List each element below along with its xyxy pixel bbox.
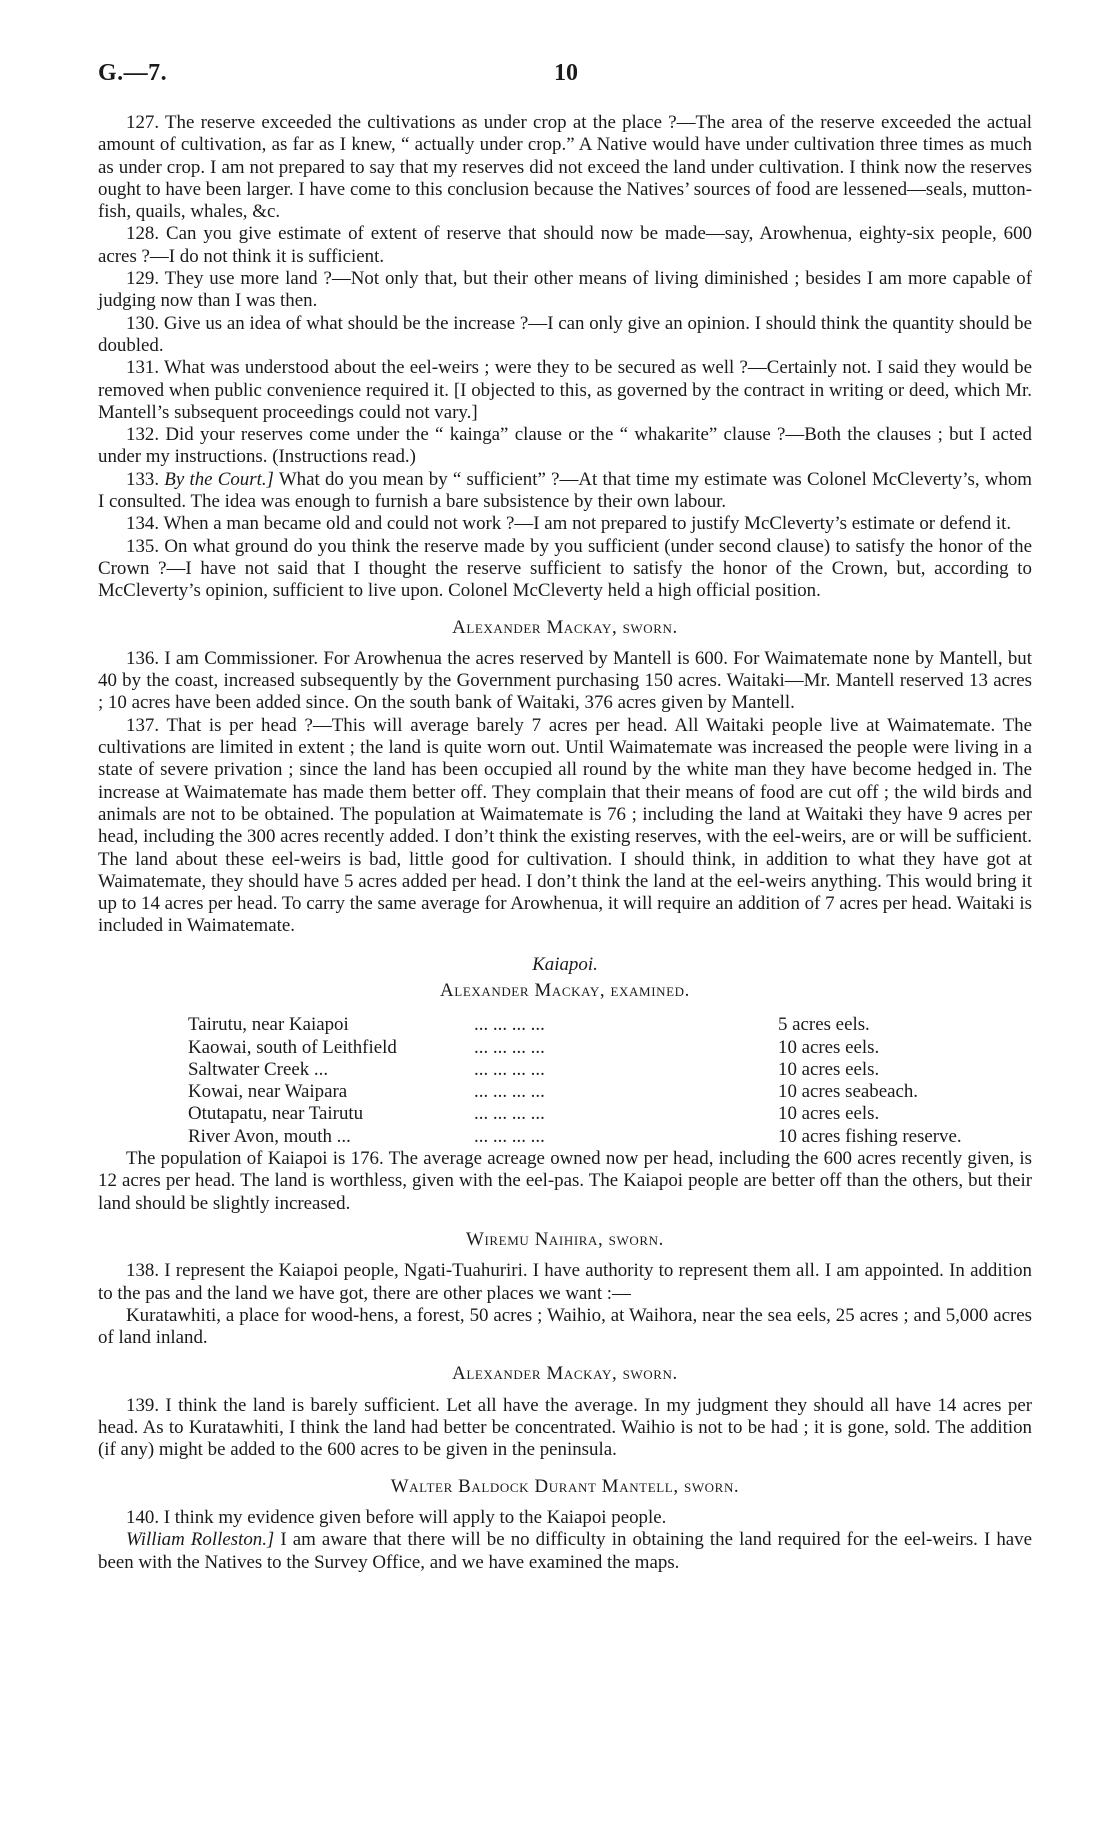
speaker-label: William Rolleston.] bbox=[126, 1529, 275, 1551]
witness-heading-mackay-examined: Alexander Mackay, examined. bbox=[440, 979, 690, 1001]
document-reference: G.—7. bbox=[98, 60, 168, 86]
site-acreage: 10 acres fishing reserve. bbox=[778, 1125, 962, 1147]
table-row bbox=[188, 1059, 962, 1081]
leader-dots: ... ... ... ... bbox=[474, 1125, 545, 1147]
question-number: 133. bbox=[126, 468, 160, 490]
table-row bbox=[188, 1103, 962, 1125]
paragraph-129: 129. They use more land ?—Not only that, but their other means of living diminished ; besides I am more capable of judging now than I was then. bbox=[98, 268, 1032, 312]
table-row bbox=[188, 1126, 962, 1148]
witness-heading-mackay-2: Alexander Mackay, sworn. bbox=[452, 1363, 678, 1385]
paragraph-130: 130. Give us an idea of what should be the increase ?—I can only give an opinion. I should think the quantity should be doubled. bbox=[98, 312, 1032, 356]
site-name: Otutapatu, near Tairutu bbox=[188, 1103, 364, 1125]
witness-heading-naihira: Wiremu Naihira, sworn. bbox=[466, 1228, 664, 1250]
paragraph-139: 139. I think the land is barely sufficient. Let all have the average. In my judgment they should all have 14 acres per head. As to Kuratawhiti, I think the land had better be concentrated. Waihio is not to be had ; it is gone, sold. The addition (if any) might be added to the 600 acres to be given in the peninsula. bbox=[98, 1394, 1032, 1461]
site-acreage: 10 acres eels. bbox=[778, 1103, 880, 1125]
section-title-kaiapoi: Kaiapoi. bbox=[532, 953, 598, 975]
site-name: Tairutu, near Kaiapoi bbox=[188, 1014, 349, 1036]
table-row bbox=[188, 1081, 962, 1103]
paragraph-135: 135. On what ground do you think the reserve made by you sufficient (under second clause) to satisfy the honor of the Crown ?—I have not said that I thought the reserve sufficient to satisfy the honor of the Crown, but, according to McCleverty’s opinion, sufficient to live upon. Colonel McCleverty held a high official position. bbox=[98, 535, 1032, 602]
question-text: What do you mean by “ sufficient” ?—At that time my estimate was Colonel McCleverty’s, whom I consulted. The idea was enough to furnish a bare subsistence by their own labour. bbox=[98, 468, 1032, 513]
page-header bbox=[98, 60, 1028, 90]
table-row bbox=[188, 1037, 962, 1059]
witness-heading-mackay: Alexander Mackay, sworn. bbox=[452, 616, 678, 638]
paragraph-136: 136. I am Commissioner. For Arowhenua the acres reserved by Mantell is 600. For Waimatemate none by Mantell, but 40 by the coast, increased subsequently by the Government purchasing 150 acres. Waitaki—Mr. Mantell reserved 13 acres ; 10 acres have been added since. On the south bank of Waitaki, 376 acres given by Mantell. bbox=[98, 647, 1032, 714]
site-name: Kaowai, south of Leithfield bbox=[188, 1036, 397, 1058]
site-name: River Avon, mouth ... bbox=[188, 1125, 351, 1147]
statement-text: I am aware that there will be no difficulty in obtaining the land required for the eel-weirs. I have been with the Natives to the Survey Office, and we have examined the maps. bbox=[98, 1529, 1033, 1573]
witness-heading-mantell: Walter Baldock Durant Mantell, sworn. bbox=[390, 1475, 740, 1497]
site-acreage: 5 acres eels. bbox=[778, 1014, 870, 1036]
paragraph-137: 137. That is per head ?—This will average barely 7 acres per head. All Waitaki people live at Waimatemate. The cultivations are limited in extent ; the land is quite worn out. Until Waimatemate was increased the people were living in a state of severe privation ; since the land has been occupied all round by the white man they have become hedged in. The increase at Waimatemate has made them better off. They complain that their means of food are cut off ; the wild birds and animals are not to be obtained. The population at Waimatemate is 76 ; including the land at Waitaki they have 9 acres per head, including the 300 acres recently added. I don’t think the existing reserves, with the eel-weirs, are or will be sufficient. The land about these eel-weirs is bad, little good for cultivation. I should think, in addition to what they have got at Waimatemate, they should have 5 acres added per head. I don’t think the land at the eel-weirs anything. This would bring it up to 14 acres per head. To carry the same average for Arowhenua, it will require an addition of 7 acres per head. Waitaki is included in Waimatemate. bbox=[98, 714, 1032, 937]
paragraph-127: 127. The reserve exceeded the cultivations as under crop at the place ?—The area of the reserve exceeded the actual amount of cultivation, as far as I knew, “ actually under crop.” A Native would have under cultivation three times as much as under crop. I am not prepared to say that my reserves did not exceed the land under cultivation. I think now the reserves ought to have been larger. I have come to this conclusion because the Natives’ sources of food are lessened—seals, mutton-fish, quails, whales, &c. bbox=[98, 112, 1032, 223]
paragraph-131: 131. What was understood about the eel-weirs ; were they to be secured as well ?—Certainly not. I said they would be removed when public convenience required it. [I objected to this, as governed by the contract in writing or deed, which Mr. Mantell’s subsequent proceedings could not vary.] bbox=[98, 357, 1032, 423]
site-acreage: 10 acres eels. bbox=[778, 1058, 880, 1080]
leader-dots: ... ... ... ... bbox=[474, 1014, 545, 1036]
kaiapoi-summary: The population of Kaiapoi is 176. The average acreage owned now per head, including the 600 acres recently given, is 12 acres per head. The land is worthless, given with the eel-pas. The Kaiapoi people are better off than the others, but their land should be slightly increased. bbox=[98, 1148, 1032, 1214]
leader-dots: ... ... ... ... bbox=[474, 1058, 545, 1080]
paragraph-138: 138. I represent the Kaiapoi people, Ngati-Tuahuriri. I have authority to represent them all. I am appointed. In addition to the pas and the land we have got, there are other places we want :— bbox=[98, 1260, 1032, 1304]
speaker-label: By the Court.] bbox=[164, 468, 274, 490]
site-name: Saltwater Creek ... bbox=[188, 1058, 329, 1080]
site-acreage: 10 acres seabeach. bbox=[778, 1081, 919, 1103]
table-row bbox=[188, 1014, 962, 1036]
paragraph-128: 128. Can you give estimate of extent of reserve that should now be made—say, Arowhenua, eighty-six people, 600 acres ?—I do not think it is sufficient. bbox=[98, 223, 1032, 267]
site-name: Kowai, near Waipara bbox=[188, 1081, 348, 1103]
paragraph-132: 132. Did your reserves come under the “ kainga” clause or the “ whakarite” clause ?—Both the clauses ; but I acted under my instructions. (Instructions read.) bbox=[98, 424, 1032, 468]
leader-dots: ... ... ... ... bbox=[474, 1103, 545, 1125]
eel-sites-table bbox=[188, 1014, 962, 1148]
paragraph-134: 134. When a man became old and could not work ?—I am not prepared to justify McCleverty’s estimate or defend it. bbox=[126, 513, 1012, 535]
paragraph-133 bbox=[98, 469, 1032, 514]
paragraph-140: 140. I think my evidence given before will apply to the Kaiapoi people. bbox=[126, 1506, 667, 1528]
site-acreage: 10 acres eels. bbox=[778, 1036, 880, 1058]
leader-dots: ... ... ... ... bbox=[474, 1081, 545, 1103]
rolleston-statement bbox=[98, 1529, 1032, 1574]
page-body bbox=[98, 112, 1032, 1574]
paragraph-138-continued: Kuratawhiti, a place for wood-hens, a forest, 50 acres ; Waihio, at Waihora, near the sea eels, 25 acres ; and 5,000 acres of land inland. bbox=[98, 1304, 1032, 1349]
leader-dots: ... ... ... ... bbox=[474, 1036, 545, 1058]
page-number: 10 bbox=[554, 60, 578, 86]
